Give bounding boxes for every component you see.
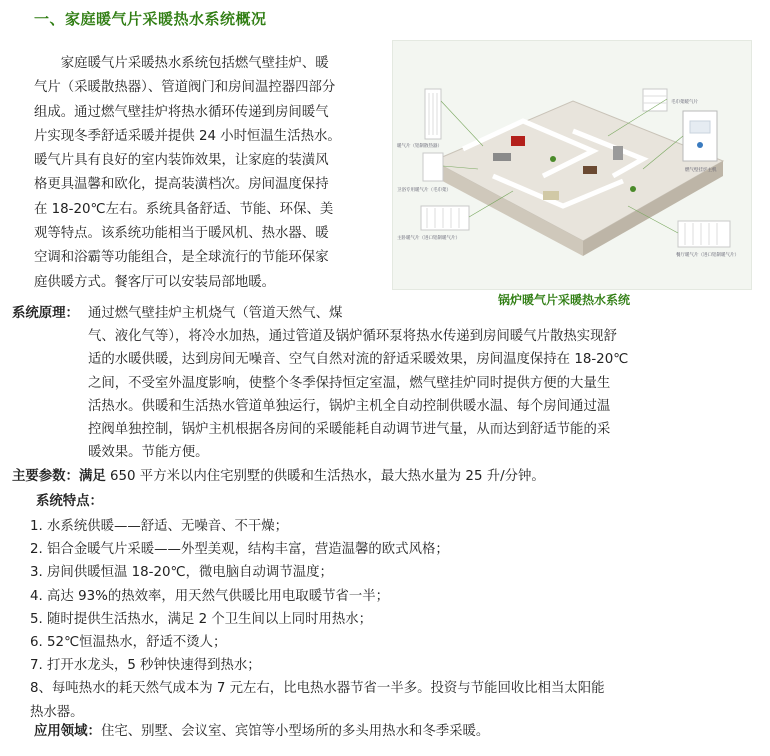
- intro-line: 空调和浴霸等功能组合，是全球流行的节能环保家: [34, 250, 329, 266]
- heating-system-diagram: [392, 40, 752, 290]
- house-illustration: [393, 41, 751, 289]
- params-bold: 满足: [78, 469, 106, 484]
- section-heading: 一、家庭暖气片采暖热水系统概况: [34, 10, 267, 28]
- feature-item: 5. 随时提供生活热水，满足 2 个卫生间以上同时用热水；: [30, 611, 373, 627]
- diagram-label: 主卧暖气片（进口铝制暖气片）: [397, 236, 460, 241]
- intro-line: 格更具温馨和欧化，提高装潢档次。房间温度保持: [34, 177, 329, 193]
- intro-line: 暖气片具有良好的室内装饰效果，让家庭的装潢风: [34, 153, 329, 169]
- params-text: 650 平方米以内住宅别墅的供暖和生活热水，最大热水量为 25 升/分钟。: [105, 469, 545, 484]
- feature-item: 3. 房间供暖恒温 18-20℃，微电脑自动调节温度；: [30, 565, 333, 581]
- feature-item: 6. 52℃恒温热水，舒适不烫人；: [30, 635, 227, 651]
- diagram-label: 卫浴专用暖气片（毛巾架）: [397, 188, 451, 193]
- application-areas: [34, 720, 489, 739]
- diagram-label: 燃气壁挂炉主机: [685, 168, 717, 173]
- feature-item: 8、每吨热水的耗天然气成本为 7 元左右，比电热水器节省一半多。投资与节能回收比相当太阳能: [30, 681, 605, 697]
- intro-line: 庭供暖方式。餐客厅可以安装局部地暖。: [34, 274, 276, 290]
- features-title: 系统特点：: [36, 494, 103, 509]
- principle-label: 系统原理：: [12, 306, 79, 321]
- feature-item: 1. 水系统供暖——舒适、无噪音、不干燥；: [30, 519, 289, 534]
- principle-line: 通过燃气壁挂炉主机烧气（管道天然气、煤: [88, 306, 343, 321]
- principle-line: 活热水。供暖和生活热水管道单独运行，锅炉主机全自动控制供暖水温、每个房间通过温: [88, 398, 611, 414]
- intro-line: 观等特点。该系统功能相当于暖风机、热水器、暖: [34, 226, 329, 242]
- apps-label: 应用领域：: [34, 724, 101, 739]
- diagram-caption: 锅炉暖气片采暖热水系统: [498, 293, 631, 307]
- diagram-label: 毛巾架暖气片: [671, 100, 698, 105]
- feature-item: 2. 铝合金暖气片采暖——外型美观，结构丰富，营造温馨的欧式风格；: [30, 542, 449, 558]
- diagram-label: 暖气片（铝制散热器）: [397, 144, 442, 149]
- intro-line: 在 18-20℃左右。系统具备舒适、节能、环保、美: [34, 201, 334, 217]
- apps-text: 住宅、别墅、会议室、宾馆等小型场所的多头用热水和冬季采暖。: [100, 724, 490, 739]
- feature-item: 热水器。: [30, 704, 84, 720]
- principle-line: 气、液化气等），将冷水加热，通过管道及锅炉循环泵将热水传递到房间暖气片散热实现舒: [88, 329, 617, 345]
- intro-line: 组成。通过燃气壁挂炉将热水循环传递到房间暖气: [34, 104, 329, 120]
- feature-item: 4. 高达 93%的热效率，用天然气供暖比用电取暖节省一半；: [30, 588, 390, 604]
- intro-line: 家庭暖气片采暖热水系统包括燃气壁挂炉、暖: [60, 56, 329, 71]
- principle-line: 控阀单独控制，锅炉主机根据各房间的采暖能耗自动调节进气量，从而达到舒适节能的采: [88, 422, 611, 438]
- params-label: 主要参数：: [12, 469, 79, 484]
- intro-paragraph: [34, 52, 384, 295]
- principle-body: [88, 302, 728, 464]
- principle-line: 适的水暖供暖，达到房间无噪音、空气自然对流的舒适采暖效果，房间温度保持在 18-20℃: [88, 352, 629, 368]
- main-parameters: [12, 465, 545, 484]
- feature-item: 7. 打开水龙头，5 秒钟快速得到热水；: [30, 658, 261, 674]
- features-list: [30, 515, 605, 724]
- intro-line: 片实现冬季舒适采暖并提供 24 小时恒温生活热水。: [34, 128, 341, 144]
- principle-line: 暖效果。节能方便。: [88, 445, 209, 461]
- intro-line: 气片（采暖散热器）、管道阀门和房间温控器四部分: [34, 80, 336, 96]
- diagram-label: 餐厅暖气片（进口铝制暖气片）: [676, 253, 739, 258]
- principle-line: 之间，不受室外温度影响，使整个冬季保持恒定室温，燃气壁挂炉同时提供方便的大量生: [88, 375, 611, 391]
